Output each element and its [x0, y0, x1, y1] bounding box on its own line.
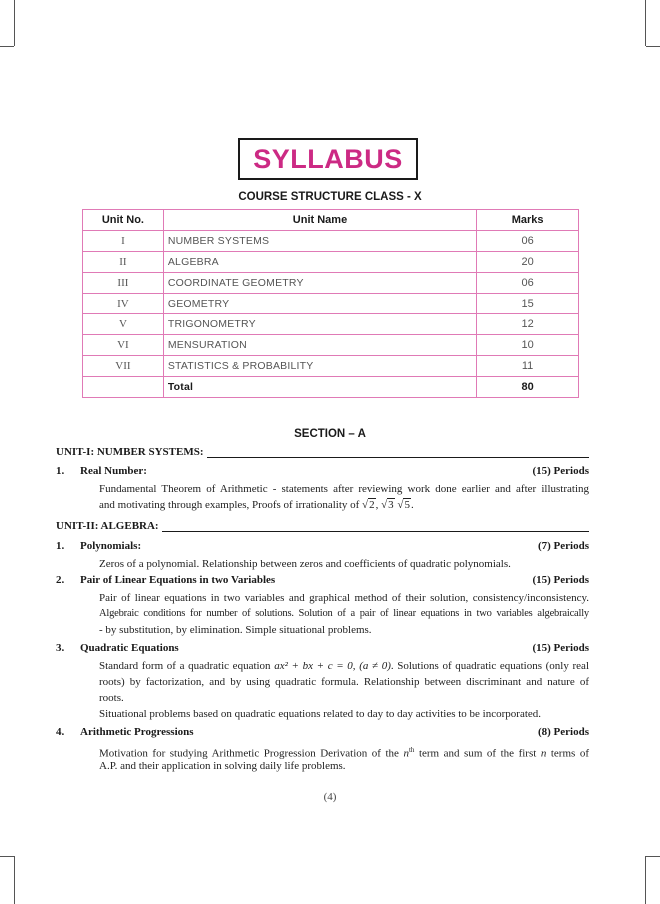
- topic-text-segment: and motivating through examples, Proofs of irrationality of: [99, 499, 360, 511]
- unit-heading-text: UNIT-I: NUMBER SYSTEMS:: [56, 446, 204, 458]
- crop-mark: [646, 856, 660, 857]
- unit-number: VII: [83, 356, 164, 377]
- heading-rule: [162, 522, 589, 532]
- unit-heading: [56, 520, 589, 532]
- topic-number: 1.: [56, 465, 65, 477]
- header-unit-no: Unit No.: [83, 210, 164, 231]
- header-marks: Marks: [477, 210, 579, 231]
- topic-text: Fundamental Theorem of Arithmetic - statements after reviewing work done earlier and after illustrating: [99, 483, 589, 495]
- topic-title: Quadratic Equations: [80, 642, 179, 654]
- total-empty-cell: [83, 377, 164, 398]
- topic-text: - by substitution, by elimination. Simple situational problems.: [99, 624, 372, 636]
- total-label: Total: [163, 377, 476, 398]
- page-number: (4): [323, 791, 337, 803]
- unit-name: GEOMETRY: [163, 293, 476, 314]
- topic-heading: [56, 540, 589, 552]
- topic-number: 2.: [56, 574, 65, 586]
- topic-heading: [56, 726, 589, 738]
- topic-title: Real Number:: [80, 465, 147, 477]
- unit-name: COORDINATE GEOMETRY: [163, 272, 476, 293]
- table-row: [83, 356, 579, 377]
- crop-mark: [14, 0, 15, 46]
- equation: ax² + bx + c = 0, (a ≠ 0): [274, 660, 391, 672]
- table-row: [83, 335, 579, 356]
- unit-number: IV: [83, 293, 164, 314]
- unit-number: III: [83, 272, 164, 293]
- course-structure-heading: COURSE STRUCTURE CLASS - X: [238, 191, 422, 203]
- table-row: [83, 230, 579, 251]
- surd-value: 3: [388, 499, 394, 511]
- unit-number: VI: [83, 335, 164, 356]
- table-row: [83, 314, 579, 335]
- header-unit-name: Unit Name: [163, 210, 476, 231]
- crop-mark: [0, 856, 14, 857]
- unit-name: ALGEBRA: [163, 251, 476, 272]
- unit-number: II: [83, 251, 164, 272]
- variable-n: n: [403, 747, 409, 760]
- title-box: [238, 138, 418, 180]
- unit-name: TRIGONOMETRY: [163, 314, 476, 335]
- topic-number: 3.: [56, 642, 65, 654]
- topic-title: Pair of Linear Equations in two Variables: [80, 574, 276, 586]
- topic-text: roots.: [99, 692, 124, 704]
- course-structure-table: [82, 209, 579, 398]
- topic-text: Situational problems based on quadratic equations related to day to day activities to be incorporated.: [99, 708, 542, 720]
- unit-marks: 10: [477, 335, 579, 356]
- total-marks: 80: [477, 377, 579, 398]
- topic-title: Polynomials:: [80, 540, 142, 552]
- table-row: [83, 251, 579, 272]
- crop-mark: [14, 856, 15, 904]
- page-title: SYLLABUS: [253, 143, 403, 174]
- topic-text-segment: terms of: [546, 747, 589, 760]
- topic-text-segment: Standard form of a quadratic equation: [99, 660, 275, 672]
- topic-text-segment: term and sum of the first: [414, 747, 541, 760]
- topic-periods: (7) Periods: [537, 540, 589, 552]
- topic-heading: [56, 642, 589, 654]
- unit-marks: 06: [477, 230, 579, 251]
- topic-text: and motivating through examples, Proofs of irrationality of √2, √3 √5.: [99, 499, 414, 511]
- topic-text: Zeros of a polynomial. Relationship between zeros and coefficients of quadratic polynomials.: [99, 558, 511, 570]
- surd-value: 2: [369, 499, 375, 511]
- topic-periods: (15) Periods: [532, 574, 589, 586]
- unit-marks: 11: [477, 356, 579, 377]
- topic-heading: [56, 574, 589, 586]
- unit-name: MENSURATION: [163, 335, 476, 356]
- topic-text-segment: Motivation for studying Arithmetic Progression Derivation of the: [99, 747, 404, 760]
- variable-n: n: [540, 747, 547, 760]
- crop-mark: [645, 0, 646, 46]
- topic-text: A.P. and their application in solving daily life problems.: [99, 760, 346, 772]
- unit-number: I: [83, 230, 164, 251]
- unit-marks: 15: [477, 293, 579, 314]
- topic-number: 1.: [56, 540, 65, 552]
- heading-rule: [207, 448, 589, 458]
- crop-mark: [646, 46, 660, 47]
- topic-periods: (8) Periods: [537, 726, 589, 738]
- topic-text-segment: . Solutions of quadratic equations (only real: [390, 660, 589, 672]
- surd-value: 5: [404, 499, 410, 511]
- unit-name: STATISTICS & PROBABILITY: [163, 356, 476, 377]
- table-row: [83, 293, 579, 314]
- unit-name: NUMBER SYSTEMS: [163, 230, 476, 251]
- topic-text: roots) by factorization, and by using quadratic formula. Relationship between discriminant and nature of: [99, 676, 589, 688]
- crop-mark: [0, 46, 14, 47]
- unit-marks: 20: [477, 251, 579, 272]
- unit-marks: 12: [477, 314, 579, 335]
- topic-periods: (15) Periods: [532, 642, 589, 654]
- topic-text: Algebraic conditions for number of solutions. Solution of a pair of linear equations in two variables algebraically: [99, 608, 589, 619]
- table-row: [83, 272, 579, 293]
- unit-heading-text: UNIT-II: ALGEBRA:: [56, 520, 159, 532]
- crop-mark: [645, 856, 646, 904]
- topic-text: [99, 658, 589, 674]
- topic-text: Pair of linear equations in two variables and graphical method of their solution, consistency/inconsistency.: [99, 592, 589, 604]
- unit-heading: [56, 446, 589, 458]
- topic-heading: [56, 465, 589, 477]
- total-row: [83, 377, 579, 398]
- section-heading: SECTION – A: [294, 428, 366, 440]
- topic-title: Arithmetic Progressions: [80, 726, 194, 738]
- topic-number: 4.: [56, 726, 65, 738]
- topic-periods: (15) Periods: [532, 465, 589, 477]
- superscript-th: th: [408, 746, 415, 754]
- unit-number: V: [83, 314, 164, 335]
- unit-marks: 06: [477, 272, 579, 293]
